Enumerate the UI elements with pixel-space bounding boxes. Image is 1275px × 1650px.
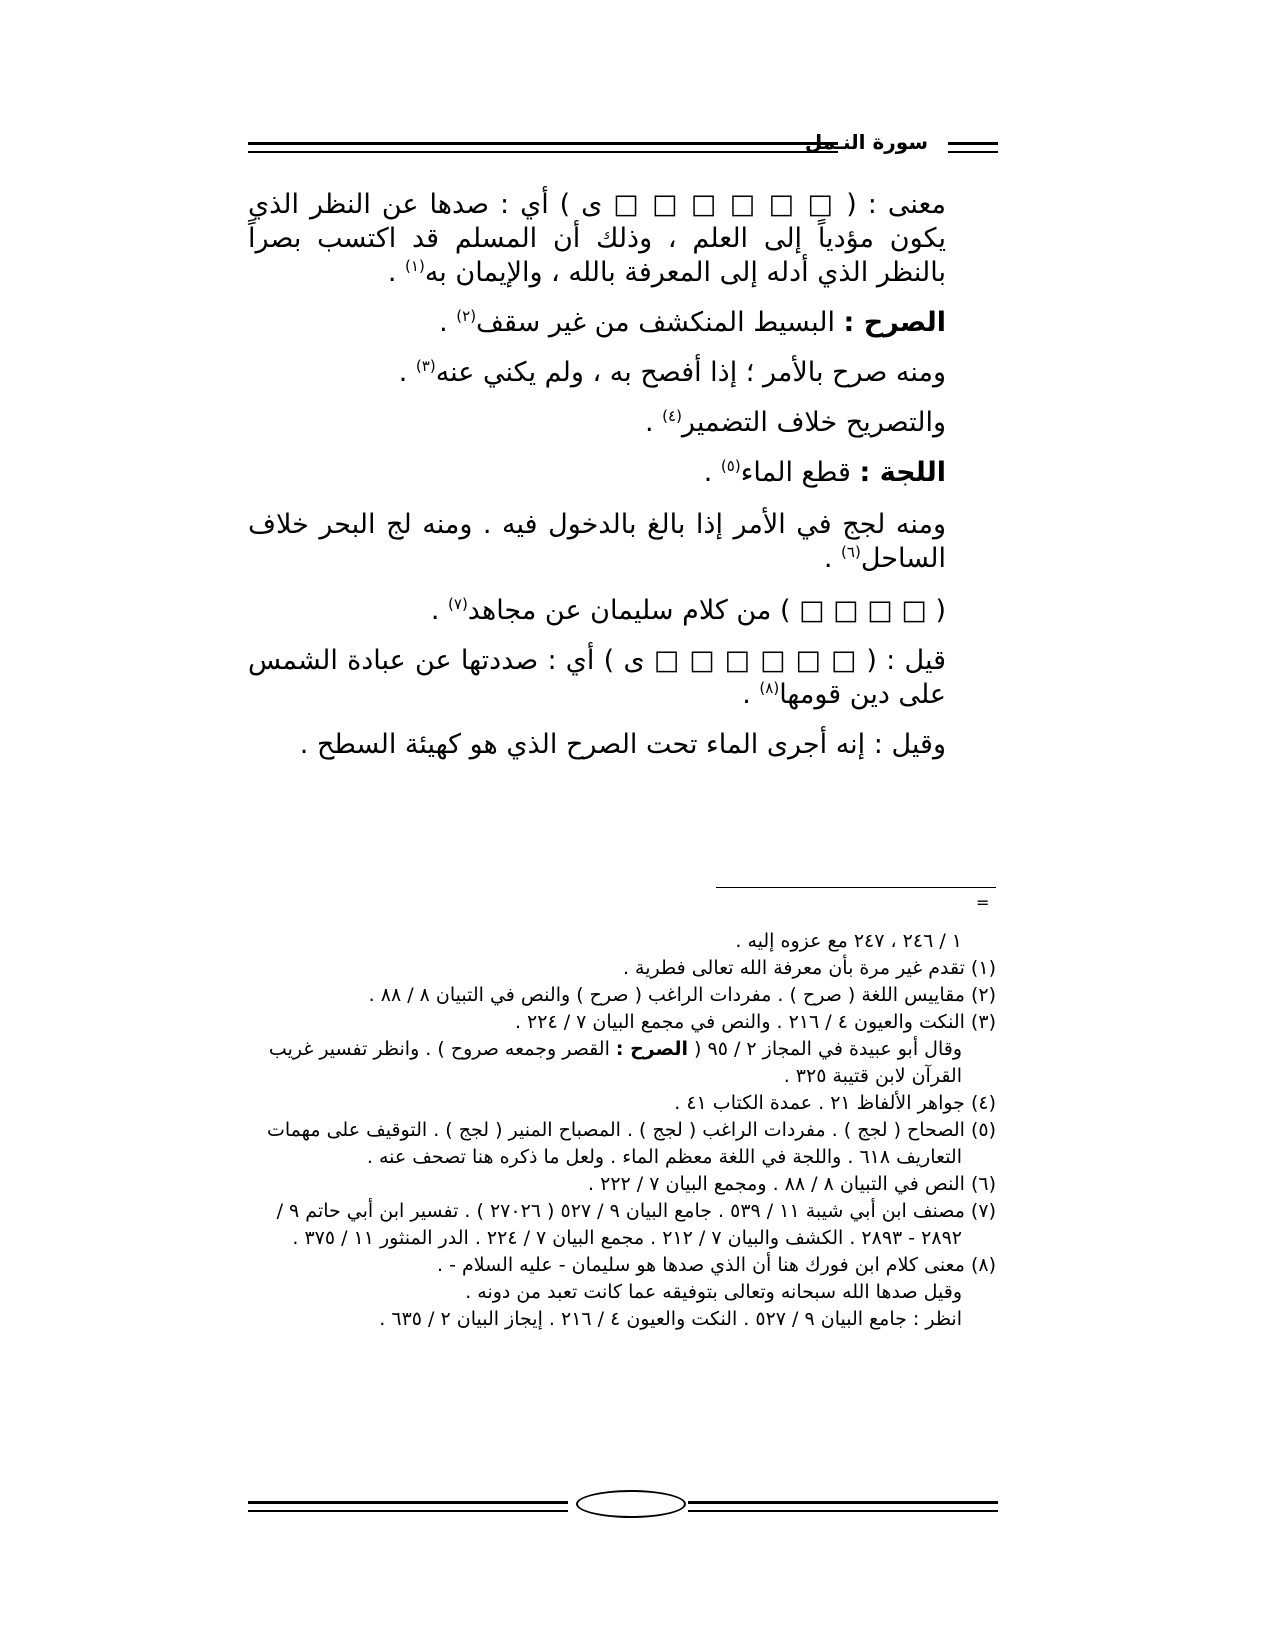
footnote-8: (٨) معنى كلام ابن فورك هنا أن الذي صدها هو سليمان - عليه السلام - . [437,1254,996,1276]
main-text [248,188,996,762]
footer-double-rule-right [688,1501,998,1512]
paragraph-text: معنى : ( □ □ □ □ □ □ ى ) أي : صدها عن النظر الذي يكون مؤدياً إلى العلم ، وذلك أن المسلم قد اكتسب بصراً بالنظر الذي أدله إلى المعرفة بالله ، والإيمان به [248,189,946,288]
footnote-ref: (١) [405,257,425,275]
paragraph-tasrih: والتصريح خلاف التضمير$^{(٤)}$ . [644,407,946,438]
footnote-ref: (٣) [415,357,436,375]
paragraph-text: وقيل : إنه أجرى الماء تحت الصرح الذي هو كهيئة السطح . [299,729,946,760]
term-heading: اللجة : [859,457,946,488]
footnote-text: القصر وجمعه صروح ) . وانظر تفسير غريب القرآن لابن قتيبة ٣٢٥ . [268,1038,962,1087]
paragraph-sarh-derivation: ومنه صرح بالأمر ؛ إذا أفصح به ، ولم يكني عنه$^{(٣)}$ . [398,357,946,388]
footnote-2: (٢) مقاييس اللغة ( صرح ) . مفردات الراغب ( صرح ) والنص في التبيان ٨ / ٨٨ . [368,984,996,1006]
footnote-8-line-2: وقيل صدها الله سبحانه وتعالى بتوفيقه عما كانت تعبد من دونه . [465,1281,962,1303]
footnote-ref: (٦) [841,543,861,561]
paragraph-qila: قيل : ( □ □ □ □ □ □ ى ) أي : صددتها عن عبادة الشمس على دين قومها$^{(٨)}$ . [248,645,946,710]
footnote-ref: (٤) [662,407,682,425]
page-footer-ornament [248,1488,998,1522]
footnote-continuation: ١ / ٢٤٦ ، ٢٤٧ مع عزوه إليه . [735,930,962,952]
paragraph-text: ومنه لجج في الأمر إذا بالغ بالدخول فيه . ومنه لج البحر خلاف الساحل [248,509,946,574]
footnote-ref: (٧) [448,595,468,613]
footnote-5: (٥) الصحاح ( لجج ) . مفردات الراغب ( لجج ) . المصباح المنير ( لجج ) . التوقيف على مهمات التعاريف ٦١٨ . واللجة في اللغة معظم الماء . ولعل ما ذكره هنا تصحف عنه . [266,1119,996,1168]
paragraph-text: قطع الماء [740,457,860,488]
footnote-ref: (٨) [759,679,780,697]
paragraph-mujahid: ( □ □ □ □ ) من كلام سليمان عن مجاهد$^{(٧)}$ . [430,595,946,626]
footnote-3: (٣) النكت والعيون ٤ / ٢١٦ . والنص في مجمع البيان ٧ / ٢٢٤ . [514,1011,996,1033]
paragraph-water [248,728,996,762]
footnote-ref: (٢) [456,307,477,325]
running-header [248,130,998,166]
footnote-separator [716,887,996,888]
paragraph-text: والتصريح خلاف التضمير [681,407,946,438]
paragraph-text: ( □ □ □ □ ) من كلام سليمان عن مجاهد [467,595,946,626]
paragraph-text: البسيط المنكشف من غير سقف [476,307,844,338]
footnote-1: (١) تقدم غير مرة بأن معرفة الله تعالى فطرية . [622,957,996,979]
footnote-8-line-3: انظر : جامع البيان ٩ / ٥٢٧ . النكت والعيون ٤ / ٢١٦ . إيجاز البيان ٢ / ٦٣٥ . [379,1308,962,1330]
paragraph-text: ومنه صرح بالأمر ؛ إذا أفصح به ، ولم يكني عنه [435,357,946,388]
paragraph-text: قيل : ( □ □ □ □ □ □ ى ) أي : صددتها عن عبادة الشمس على دين قومها [248,645,946,710]
term-heading: الصرح : [843,307,946,338]
footnote-text: وقال أبو عبيدة في المجاز ٢ / ٩٥ ( [688,1038,962,1060]
footnote-3-continuation [248,1036,996,1090]
footnote-ref: (٥) [720,457,741,475]
paragraph-sarh: الصرح : البسيط المنكشف من غير سقف$^{(٢)}$ . [439,307,946,338]
header-surah-title: سورة النـمل [804,130,928,154]
footnote-7: (٧) مصنف ابن أبي شيبة ١١ / ٥٣٩ . جامع البيان ٩ / ٥٢٧ ( ٢٧٠٢٦ ) . تفسير ابن أبي حاتم ٩ / ٢٨٩٢ - ٢٨٩٣ . الكشف والبيان ٧ / ٢١٢ . مجمع البيان ٧ / ٢٢٤ . الدر المنثور ١١ / ٣٧٥ . [276,1200,996,1249]
paragraph-lajja: ومنه لجج في الأمر إذا بالغ بالدخول فيه . ومنه لج البحر خلاف الساحل$^{(٦)}$ . [248,509,946,574]
footnote-6: (٦) النص في التبيان ٨ / ٨٨ . ومجمع البيان ٧ / ٢٢٢ . [588,1173,996,1195]
paragraph-lujja: اللجة : قطع الماء$^{(٥)}$ . [703,457,946,488]
page-number-oval [576,1490,686,1518]
footnote-term: الصرح : [615,1038,688,1060]
footnote-continuation-mark: = [976,893,990,912]
header-double-rule-long [248,142,838,153]
header-double-rule-short [948,142,998,153]
paragraph-meaning: معنى : ( □ □ □ □ □ □ ى ) أي : صدها عن النظر الذي يكون مؤدياً إلى العلم ، وذلك أن المسلم قد اكتسب بصراً بالنظر الذي أدله إلى المعرفة بالله ، والإيمان به$^{(١)}$ . [248,189,946,288]
footnote-4: (٤) جواهر الألفاظ ٢١ . عمدة الكتاب ٤١ . [674,1092,996,1114]
footer-double-rule-left [248,1501,568,1512]
footnotes [248,928,996,1333]
